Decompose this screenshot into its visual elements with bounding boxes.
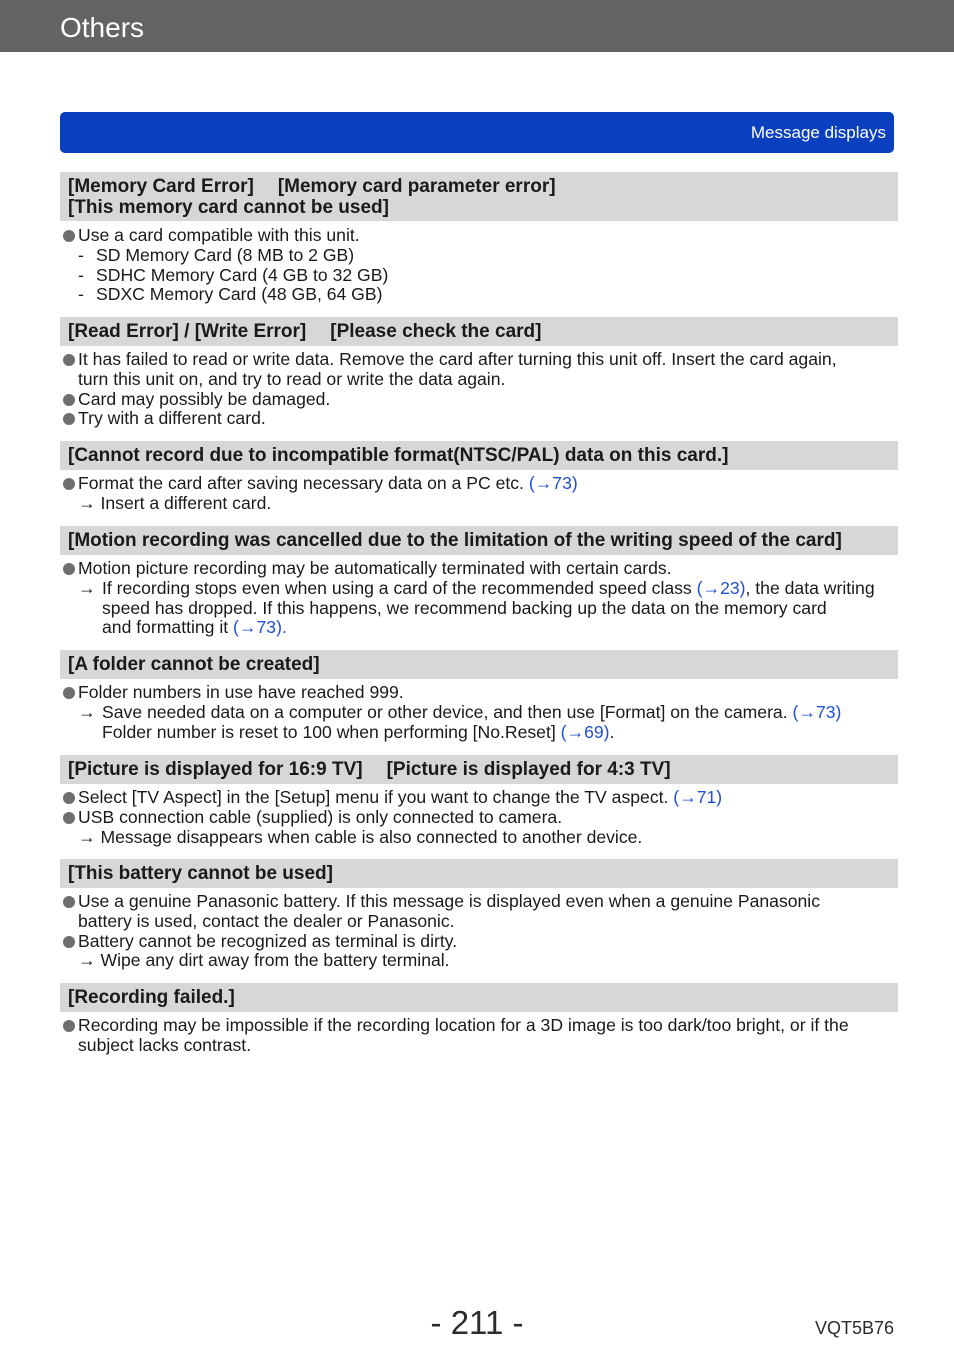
section-body-recording-failed <box>62 1016 896 1056</box>
note-text: . <box>609 721 615 742</box>
bullet-text: Select [TV Aspect] in the [Setup] menu if you want to change the TV aspect. <box>78 787 669 807</box>
page-reference-link[interactable]: (→73) <box>792 701 842 722</box>
banner-label: Message displays <box>750 123 886 142</box>
arrow-note: → Message disappears when cable is also connected to another device. <box>78 826 643 847</box>
bullet-text: Folder numbers in use have reached 999. <box>78 682 404 702</box>
arrow-note <box>62 579 896 638</box>
section-banner <box>60 112 894 153</box>
bullet-item <box>62 892 896 932</box>
heading-text: [Read Error] / [Write Error] <box>68 321 307 342</box>
note-text: , the data writing <box>745 577 875 598</box>
sub-item <box>62 285 896 305</box>
section-heading-incompatible-format <box>60 441 898 470</box>
note-text: Folder number is reset to 100 when performing [No.Reset] <box>102 721 556 742</box>
sub-item <box>62 246 896 266</box>
dash-mark: - <box>78 284 84 305</box>
section-body-read-write-error <box>62 350 896 429</box>
bullet-text: Battery cannot be recognized as terminal is dirty. <box>78 930 458 951</box>
section-heading-tv-aspect <box>60 755 898 784</box>
bullet-item <box>62 932 896 952</box>
section-body-memory-card-error <box>62 226 896 305</box>
bullet-text: Recording may be impossible if the recording location for a 3D image is too dark/too bright, or if the <box>78 1015 849 1035</box>
bullet-item <box>62 390 896 410</box>
page-reference-link[interactable]: (→71) <box>673 787 723 807</box>
bullet-item <box>62 683 896 703</box>
bullet-item <box>62 409 896 429</box>
arrow-note: → Insert a different card. <box>78 492 272 513</box>
page-reference-link[interactable]: (→73) <box>528 473 578 493</box>
bullet-dot-icon <box>63 936 75 948</box>
bullet-text: battery is used, contact the dealer or Panasonic. <box>78 910 455 931</box>
bullet-text: Use a card compatible with this unit. <box>78 225 360 245</box>
bullet-dot-icon <box>63 394 75 406</box>
bullet-text: Motion picture recording may be automatically terminated with certain cards. <box>78 558 672 578</box>
section-body-incompatible-format <box>62 474 896 514</box>
bullet-dot-icon <box>63 230 75 242</box>
bullet-item <box>62 350 896 390</box>
dash-mark: - <box>78 244 84 265</box>
bullet-dot-icon <box>63 896 75 908</box>
bullet-dot-icon <box>63 792 75 804</box>
section-heading-battery-cannot-be-used <box>60 859 898 888</box>
heading-text: [Recording failed.] <box>68 987 235 1008</box>
section-body-motion-recording-cancelled <box>62 559 896 638</box>
heading-text: [This battery cannot be used] <box>68 863 333 884</box>
header-bar <box>0 0 954 52</box>
sub-item-text: SDHC Memory Card (4 GB to 32 GB) <box>96 264 389 285</box>
bullet-item <box>62 559 896 579</box>
note-text: Save needed data on a computer or other device, and then use [Format] on the camera. <box>102 701 788 722</box>
bullet-dot-icon <box>63 563 75 575</box>
arrow-note: → Wipe any dirt away from the battery terminal. <box>78 950 450 971</box>
bullet-text: subject lacks contrast. <box>78 1034 252 1055</box>
note-text: and formatting it <box>102 617 229 638</box>
bullet-item <box>62 1016 896 1056</box>
section-heading-read-write-error <box>60 317 898 346</box>
heading-text: [Memory card parameter error] <box>277 176 556 197</box>
section-heading-recording-failed <box>60 983 898 1012</box>
bullet-item <box>62 788 896 808</box>
heading-text: [Memory Card Error] <box>68 176 254 197</box>
bullet-dot-icon <box>63 812 75 824</box>
model-code: VQT5B76 <box>814 1318 894 1338</box>
bullet-text: Format the card after saving necessary data on a PC etc. <box>78 473 524 493</box>
heading-text: [Motion recording was cancelled due to the limitation of the writing speed of the card] <box>68 530 842 551</box>
bullet-text: Use a genuine Panasonic battery. If this message is displayed even when a genuine Panasonic <box>78 891 821 911</box>
arrow-icon: → <box>78 577 96 598</box>
heading-text: [This memory card cannot be used] <box>68 197 389 218</box>
page-number: - 211 - <box>430 1304 524 1341</box>
section-body-battery-cannot-be-used <box>62 892 896 971</box>
sub-item-text: SDXC Memory Card (48 GB, 64 GB) <box>96 284 383 305</box>
bullet-text: USB connection cable (supplied) is only connected to camera. <box>78 806 563 827</box>
heading-text: [Picture is displayed for 4:3 TV] <box>386 759 671 780</box>
dash-mark: - <box>78 264 84 285</box>
bullet-dot-icon <box>63 354 75 366</box>
page-reference-link[interactable]: (→23) <box>696 577 746 598</box>
bullet-dot-icon <box>63 413 75 425</box>
bullet-text: turn this unit on, and try to read or write the data again. <box>78 368 506 389</box>
heading-text: [Picture is displayed for 16:9 TV] <box>68 759 363 780</box>
page-reference-link[interactable]: (→69) <box>560 721 610 742</box>
bullet-text: It has failed to read or write data. Remove the card after turning this unit off. Insert the card again, <box>78 349 837 369</box>
bullet-item <box>62 474 896 494</box>
page-reference-link[interactable]: (→73) <box>233 617 282 638</box>
note-text: . <box>281 617 287 638</box>
section-heading-memory-card-error <box>60 172 898 221</box>
heading-text: [A folder cannot be created] <box>68 654 320 675</box>
note-text: If recording stops even when using a card of the recommended speed class <box>102 577 692 598</box>
bullet-dot-icon <box>63 478 75 490</box>
section-heading-folder-cannot-be-created <box>60 650 898 679</box>
section-heading-motion-recording-cancelled <box>60 526 898 555</box>
sub-item <box>62 266 896 286</box>
section-body-tv-aspect <box>62 788 896 847</box>
bullet-text: Card may possibly be damaged. <box>78 388 331 409</box>
bullet-item <box>62 226 896 246</box>
heading-text: [Cannot record due to incompatible format(NTSC/PAL) data on this card.] <box>68 445 729 466</box>
bullet-item <box>62 808 896 828</box>
bullet-dot-icon <box>63 687 75 699</box>
heading-text: [Please check the card] <box>330 321 542 342</box>
chapter-title: Others <box>60 12 145 43</box>
bullet-text: Try with a different card. <box>78 408 266 429</box>
section-body-folder-cannot-be-created <box>62 683 896 742</box>
arrow-icon: → <box>78 701 96 722</box>
sub-item-text: SD Memory Card (8 MB to 2 GB) <box>96 244 355 265</box>
note-text: speed has dropped. If this happens, we recommend backing up the data on the memory card <box>102 597 827 618</box>
bullet-dot-icon <box>63 1020 75 1032</box>
arrow-note <box>62 703 896 743</box>
